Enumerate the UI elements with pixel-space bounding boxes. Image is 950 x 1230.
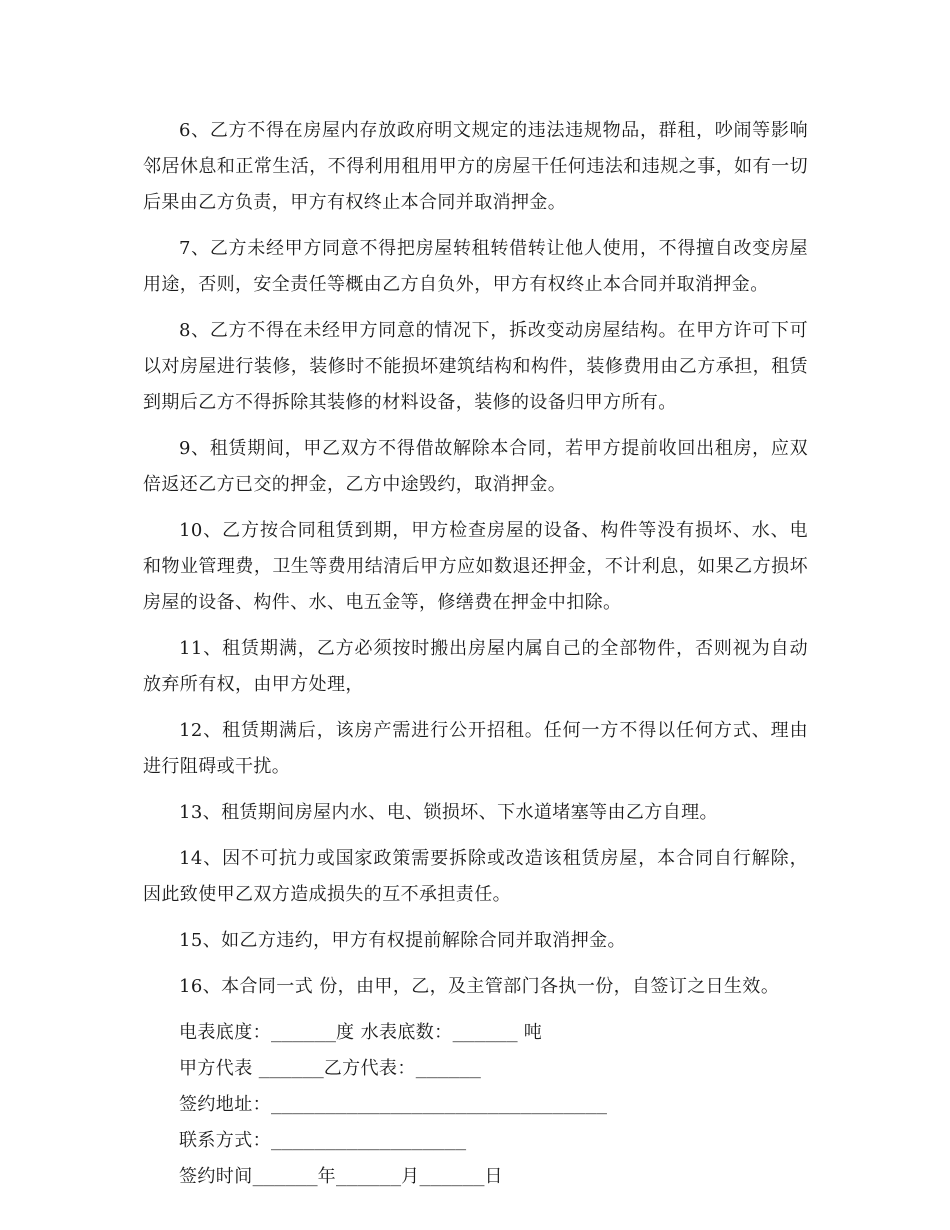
clause-13: 13、租赁期间房屋内水、电、锁损坏、下水道堵塞等由乙方自理。: [179, 802, 718, 823]
clause-6: 6、乙方不得在房屋内存放政府明文规定的违法违规物品，群租，吵闹等影响邻居休息和正常生活，不得利用租用甲方的房屋干任何违法和违规之事，如有一切后果由乙方负责，甲方有权终止本合同并取消押金。: [143, 120, 808, 213]
signing-address-line: [143, 1087, 808, 1123]
water-meter-label: 水表底数：: [360, 1022, 453, 1043]
month-blank: ______: [336, 1166, 402, 1187]
clause-11: 11、租赁期满，乙方必须按时搬出房屋内属自己的全部物件，否则视为自动放弃所有权，由甲方处理，: [143, 638, 808, 695]
contract-body: [143, 113, 808, 1195]
contact-label: 联系方式：: [179, 1130, 271, 1151]
clause-9: 9、租赁期间，甲乙双方不得借故解除本合同，若甲方提前收回出租房，应双倍返还乙方已交的押金，乙方中途毁约，取消押金。: [143, 438, 808, 495]
clause-10: 10、乙方按合同租赁到期，甲方检查房屋的设备、构件等没有损坏、水、电和物业管理费，卫生等费用结清后甲方应如数退还押金，不计利息，如果乙方损坏房屋的设备、构件、水、电五金等，修缮费在押金中扣除。: [143, 520, 808, 613]
clause-14: 14、因不可抗力或国家政策需要拆除或改造该租赁房屋，本合同自行解除，因此致使甲乙双方造成损失的互不承担责任。: [143, 848, 808, 905]
day-label: 日: [484, 1166, 503, 1187]
clause-15: 15、如乙方违约，甲方有权提前解除合同并取消押金。: [179, 930, 626, 951]
clause-16: 16、本合同一式 份，由甲，乙，及主管部门各执一份，自签订之日生效。: [179, 976, 780, 997]
month-label: 月: [401, 1166, 420, 1187]
year-blank: ______: [252, 1166, 318, 1187]
party-b-rep-blank: ______: [415, 1058, 481, 1079]
clause-8: 8、乙方不得在未经甲方同意的情况下，拆改变动房屋结构。在甲方许可下可以对房屋进行装修，装修时不能损坏建筑结构和构件，装修费用由乙方承担，租赁到期后乙方不得拆除其装修的材料设备，装修的设备归甲方所有。: [143, 320, 808, 413]
party-b-rep-label: 乙方代表：: [323, 1058, 416, 1079]
electric-meter-label: 电表底度：: [179, 1022, 271, 1043]
clause-12: 12、租赁期满后，该房产需进行公开招租。任何一方不得以任何方式、理由进行阻碍或干扰。: [143, 720, 808, 777]
contact-blank: __________________: [271, 1130, 467, 1151]
party-a-rep-blank: ______: [258, 1058, 324, 1079]
electric-meter-unit: 度: [336, 1022, 361, 1043]
signing-address-blank: _______________________________: [271, 1094, 607, 1115]
year-label: 年: [317, 1166, 337, 1187]
water-meter-blank: ______: [452, 1022, 518, 1043]
signing-date-label: 签约时间: [179, 1166, 253, 1187]
water-meter-unit: 吨: [517, 1022, 543, 1043]
representatives-line: [143, 1051, 808, 1087]
contact-line: [143, 1123, 808, 1159]
clause-7: 7、乙方未经甲方同意不得把房屋转租转借转让他人使用，不得擅自改变房屋用途，否则，安全责任等概由乙方自负外，甲方有权终止本合同并取消押金。: [143, 238, 808, 295]
signing-date-line: [143, 1159, 808, 1195]
party-a-rep-label: 甲方代表: [179, 1058, 259, 1079]
signing-address-label: 签约地址：: [179, 1094, 271, 1115]
day-blank: ______: [419, 1166, 485, 1187]
meter-readings-line: [143, 1015, 808, 1051]
electric-meter-blank: ______: [271, 1022, 337, 1043]
